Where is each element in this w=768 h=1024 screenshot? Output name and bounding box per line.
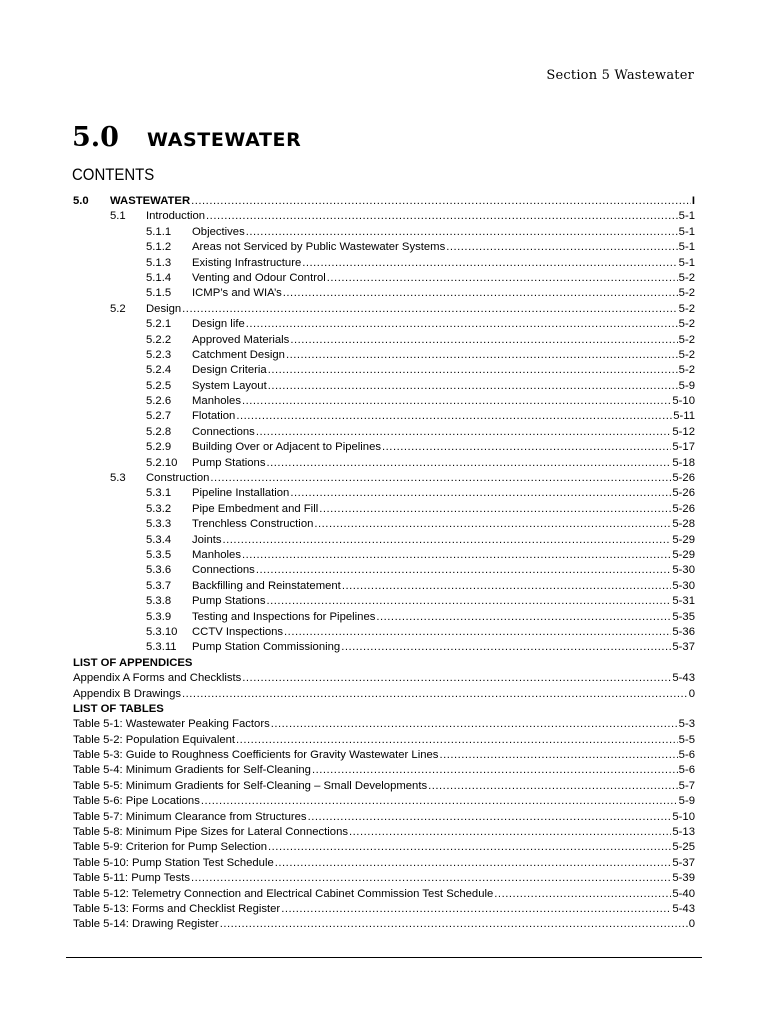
toc-title: Venting and Odour Control (192, 271, 326, 284)
toc-page: 5-31 (672, 595, 695, 608)
toc-title: Table 5-8: Minimum Pipe Sizes for Lateral Connections (73, 826, 349, 839)
toc-leader-dots (341, 640, 671, 655)
table-list-entry[interactable] (73, 763, 695, 778)
toc-number: 5.1 (110, 210, 126, 223)
toc-title: CCTV Inspections (192, 625, 284, 638)
toc-leader-dots (268, 363, 678, 378)
toc-entry-subsection[interactable] (73, 456, 695, 471)
toc-title: Appendix A Forms and Checklists (73, 672, 242, 685)
toc-title: Flotation (192, 410, 236, 423)
table-list-entry[interactable] (73, 748, 695, 763)
toc-page: 5-18 (672, 456, 695, 469)
toc-leader-dots (439, 748, 677, 763)
toc-leader-dots (182, 302, 678, 317)
toc-number: 5.3.8 (146, 595, 172, 608)
toc-number: 5.2.4 (146, 364, 172, 377)
toc-page: 5-6 (678, 764, 695, 777)
toc-number: 5.3.5 (146, 548, 172, 561)
toc-leader-dots (182, 687, 688, 702)
toc-title: Table 5-2: Population Equivalent (73, 733, 236, 746)
toc-title: Design life (192, 318, 245, 331)
toc-title: Table 5-5: Minimum Gradients for Self-Cleaning – Small Developments (73, 779, 428, 792)
toc-entry-subsection[interactable] (73, 394, 695, 409)
toc-leader-dots (290, 333, 677, 348)
toc-title: Table 5-10: Pump Station Test Schedule (73, 856, 274, 869)
toc-leader-dots (327, 271, 678, 286)
footer-rule (66, 957, 702, 958)
toc-page: 5-30 (672, 579, 695, 592)
toc-leader-dots (256, 563, 672, 578)
table-list-entry[interactable] (73, 917, 695, 932)
toc-number: 5.2.3 (146, 348, 172, 361)
toc-page: 5-30 (672, 564, 695, 577)
table-list-entry[interactable] (73, 856, 695, 871)
toc-number: 5.2.9 (146, 441, 172, 454)
toc-leader-dots (302, 256, 677, 271)
toc-leader-dots (281, 902, 671, 917)
toc-number: 5.3.10 (146, 625, 178, 638)
toc-title: Design (146, 302, 182, 315)
toc-page: 5-6 (678, 749, 695, 762)
toc-number: 5.2.1 (146, 318, 172, 331)
toc-entry-section[interactable] (73, 209, 695, 224)
toc-page: 5-40 (672, 887, 695, 900)
toc-number: 5.3.2 (146, 502, 172, 515)
toc-page: 5-10 (672, 810, 695, 823)
toc-leader-dots (268, 840, 671, 855)
toc-title: Pump Station Commissioning (192, 641, 341, 654)
toc-entry-subsection[interactable] (73, 640, 695, 655)
toc-leader-dots (290, 486, 671, 501)
toc-page: 5-17 (672, 441, 695, 454)
toc-number: 5.2.10 (146, 456, 178, 469)
section-header: Section 5 Wastewater (546, 68, 694, 83)
toc-page: 5-28 (672, 518, 695, 531)
toc-title: Manholes (192, 548, 241, 561)
toc-page: 5-43 (672, 902, 695, 915)
toc-title: Existing Infrastructure (192, 256, 302, 269)
toc-page: 5-13 (672, 826, 695, 839)
toc-entry-subsection[interactable] (73, 363, 695, 378)
toc-leader-dots (206, 209, 678, 224)
toc-page: 5-2 (678, 364, 695, 377)
toc-page: 5-9 (678, 795, 695, 808)
toc-leader-dots (494, 887, 671, 902)
toc-title: Catchment Design (192, 348, 285, 361)
toc-page: 5-1 (678, 225, 695, 238)
toc-entry-subsection[interactable] (73, 379, 695, 394)
toc-title: Table 5-1: Wastewater Peaking Factors (73, 718, 270, 731)
table-list-entry[interactable] (73, 779, 695, 794)
table-list-entry[interactable] (73, 717, 695, 732)
toc-title: Objectives (192, 225, 245, 238)
toc-page: 0 (688, 918, 695, 931)
toc-leader-dots (349, 825, 671, 840)
toc-title: Trenchless Construction (192, 518, 314, 531)
toc-leader-dots (256, 425, 672, 440)
table-list-entry[interactable] (73, 794, 695, 809)
toc-entry-subsection[interactable] (73, 286, 695, 301)
appendix-entry[interactable] (73, 687, 695, 702)
toc-entry-section[interactable] (73, 471, 695, 486)
toc-page: 5-2 (678, 348, 695, 361)
toc-entry-subsection[interactable] (73, 425, 695, 440)
toc-leader-dots (283, 286, 678, 301)
toc-page: 5-43 (672, 672, 695, 685)
toc-number: 5.3.6 (146, 564, 172, 577)
toc-page: 5-3 (678, 718, 695, 731)
toc-number: 5.1.5 (146, 287, 172, 300)
table-list-entry[interactable] (73, 871, 695, 886)
toc-page: 5-37 (672, 856, 695, 869)
toc-page: 5-7 (678, 779, 695, 792)
toc-entry-subsection[interactable] (73, 225, 695, 240)
toc-page: 5-10 (672, 395, 695, 408)
toc-entry-subsection[interactable] (73, 317, 695, 332)
toc-entry-subsection[interactable] (73, 271, 695, 286)
toc-page: 5-2 (678, 318, 695, 331)
toc-leader-dots (223, 533, 672, 548)
toc-title: Pipe Embedment and Fill (192, 502, 319, 515)
toc-entry-subsection[interactable] (73, 610, 695, 625)
toc-title: Connections (192, 425, 255, 438)
toc-entry-subsection[interactable] (73, 409, 695, 424)
toc-page: 5-2 (678, 333, 695, 346)
toc-leader-dots (246, 317, 678, 332)
toc-title: Pipeline Installation (192, 487, 290, 500)
toc-entry-subsection[interactable] (73, 486, 695, 501)
toc-leader-dots (376, 610, 671, 625)
toc-page: 5-29 (672, 533, 695, 546)
toc-entry-subsection[interactable] (73, 348, 695, 363)
toc-page: 5-26 (672, 487, 695, 500)
toc-page: 5-26 (672, 472, 695, 485)
toc-title: Approved Materials (192, 333, 290, 346)
toc-title: Construction (146, 472, 210, 485)
toc-title: Table 5-9: Criterion for Pump Selection (73, 841, 268, 854)
toc-title: Table 5-11: Pump Tests (73, 872, 191, 885)
toc-title: Joints (192, 533, 222, 546)
toc-page: 5-36 (672, 625, 695, 638)
toc-title: Introduction (146, 210, 206, 223)
tables-heading: LIST OF TABLES (73, 702, 164, 715)
toc-page: 5-1 (678, 210, 695, 223)
table-list-entry[interactable] (73, 810, 695, 825)
toc-title: Appendix B Drawings (73, 687, 182, 700)
toc-number: 5.3.11 (146, 641, 177, 654)
toc-title: Table 5-6: Pipe Locations (73, 795, 200, 808)
toc-leader-dots (319, 502, 671, 517)
toc-leader-dots (446, 240, 677, 255)
toc-title: Testing and Inspections for Pipelines (192, 610, 376, 623)
toc-entry-subsection[interactable] (73, 517, 695, 532)
toc-leader-dots (428, 779, 678, 794)
toc-title: Table 5-14: Drawing Register (73, 918, 219, 931)
toc-page: 5-1 (678, 241, 695, 254)
toc-leader-dots (242, 671, 671, 686)
toc-page: 5-2 (678, 302, 695, 315)
toc-entry-main[interactable] (73, 194, 695, 209)
toc-leader-dots (236, 409, 672, 424)
toc-page: 5-37 (672, 641, 695, 654)
toc-leader-dots (246, 225, 678, 240)
toc-title: System Layout (192, 379, 267, 392)
toc-title: Design Criteria (192, 364, 267, 377)
toc-title: Manholes (192, 395, 241, 408)
toc-entry-subsection[interactable] (73, 579, 695, 594)
toc-page: 5-29 (672, 548, 695, 561)
toc-number: 5.1.4 (146, 271, 172, 284)
toc-title: Table 5-7: Minimum Clearance from Structures (73, 810, 307, 823)
toc-title: Table 5-12: Telemetry Connection and Electrical Cabinet Commission Test Schedule (73, 887, 494, 900)
toc-leader-dots (210, 471, 671, 486)
toc-leader-dots (201, 794, 678, 809)
toc-leader-dots (271, 717, 678, 732)
table-list-entry[interactable] (73, 840, 695, 855)
toc-leader-dots (342, 579, 672, 594)
toc-leader-dots (266, 594, 671, 609)
table-list-entry[interactable] (73, 825, 695, 840)
toc-leader-dots (242, 394, 671, 409)
table-list-entry[interactable] (73, 733, 695, 748)
toc-entry-subsection[interactable] (73, 563, 695, 578)
toc-number: 5.3.1 (146, 487, 172, 500)
toc-leader-dots (286, 348, 678, 363)
toc-page: 5-5 (678, 733, 695, 746)
toc-leader-dots (191, 871, 671, 886)
toc-leader-dots (220, 917, 688, 932)
toc-entry-subsection[interactable] (73, 240, 695, 255)
chapter-title: WASTEWATER (147, 129, 302, 151)
toc-title: Pump Stations (192, 456, 266, 469)
toc-leader-dots (266, 456, 671, 471)
toc-title: Backfilling and Reinstatement (192, 579, 341, 592)
toc-leader-dots (191, 194, 691, 209)
toc-page: I (691, 195, 695, 207)
toc-title: Table 5-13: Forms and Checklist Register (73, 902, 281, 915)
toc-leader-dots (382, 440, 671, 455)
table-list-entry[interactable] (73, 887, 695, 902)
toc-number: 5.2.5 (146, 379, 172, 392)
toc-number: 5.3 (110, 472, 126, 485)
toc-number: 5.1.1 (146, 225, 172, 238)
toc-entry-subsection[interactable] (73, 625, 695, 640)
toc-leader-dots (236, 733, 678, 748)
appendices-heading: LIST OF APPENDICES (73, 656, 193, 669)
appendix-entry[interactable] (73, 671, 695, 686)
toc-number: 5.2 (110, 302, 126, 315)
toc-number: 5.2.6 (146, 395, 172, 408)
toc-page: 5-26 (672, 502, 695, 515)
toc-title: Table 5-4: Minimum Gradients for Self-Cleaning (73, 764, 311, 777)
toc-page: 5-11 (673, 410, 695, 423)
toc-page: 5-35 (672, 610, 695, 623)
toc-title: WASTEWATER (110, 195, 191, 207)
toc-title: ICMP’s and WIA’s (192, 287, 282, 300)
toc-title: Table 5-3: Guide to Roughness Coefficients for Gravity Wastewater Lines (73, 749, 439, 762)
toc-number: 5.2.7 (146, 410, 172, 423)
toc-entry-subsection[interactable] (73, 533, 695, 548)
toc-page: 5-1 (678, 256, 695, 269)
toc-number: 5.0 (73, 195, 89, 207)
toc-page: 5-9 (678, 379, 695, 392)
toc-page: 5-12 (672, 425, 695, 438)
toc-number: 5.3.4 (146, 533, 172, 546)
toc-leader-dots (308, 810, 672, 825)
toc-title: Connections (192, 564, 255, 577)
toc-page: 5-25 (672, 841, 695, 854)
toc-number: 5.3.3 (146, 518, 172, 531)
toc-entry-subsection[interactable] (73, 256, 695, 271)
toc-title: Pump Stations (192, 595, 266, 608)
toc-number: 5.1.3 (146, 256, 172, 269)
toc-entry-section[interactable] (73, 302, 695, 317)
chapter-heading (72, 122, 301, 153)
toc-entry-subsection[interactable] (73, 594, 695, 609)
toc-number: 5.2.2 (146, 333, 172, 346)
contents-heading: CONTENTS (72, 165, 155, 184)
toc-number: 5.3.7 (146, 579, 172, 592)
toc-entry-subsection[interactable] (73, 333, 695, 348)
toc-page: 5-39 (672, 872, 695, 885)
toc-leader-dots (314, 517, 671, 532)
toc-entry-subsection[interactable] (73, 440, 695, 455)
toc-number: 5.1.2 (146, 241, 172, 254)
toc-leader-dots (312, 763, 678, 778)
toc-page: 0 (688, 687, 695, 700)
toc-number: 5.3.9 (146, 610, 172, 623)
toc-page: 5-2 (678, 287, 695, 300)
toc-page: 5-2 (678, 271, 695, 284)
toc-number: 5.2.8 (146, 425, 172, 438)
table-list-entry[interactable] (73, 902, 695, 917)
toc-leader-dots (284, 625, 671, 640)
chapter-number: 5.0 (72, 122, 119, 153)
toc-entry-subsection[interactable] (73, 502, 695, 517)
table-of-contents (73, 194, 695, 933)
toc-title: Building Over or Adjacent to Pipelines (192, 441, 382, 454)
toc-entry-subsection[interactable] (73, 548, 695, 563)
toc-leader-dots (268, 379, 678, 394)
toc-title: Areas not Serviced by Public Wastewater Systems (192, 241, 446, 254)
toc-leader-dots (275, 856, 672, 871)
toc-leader-dots (242, 548, 671, 563)
